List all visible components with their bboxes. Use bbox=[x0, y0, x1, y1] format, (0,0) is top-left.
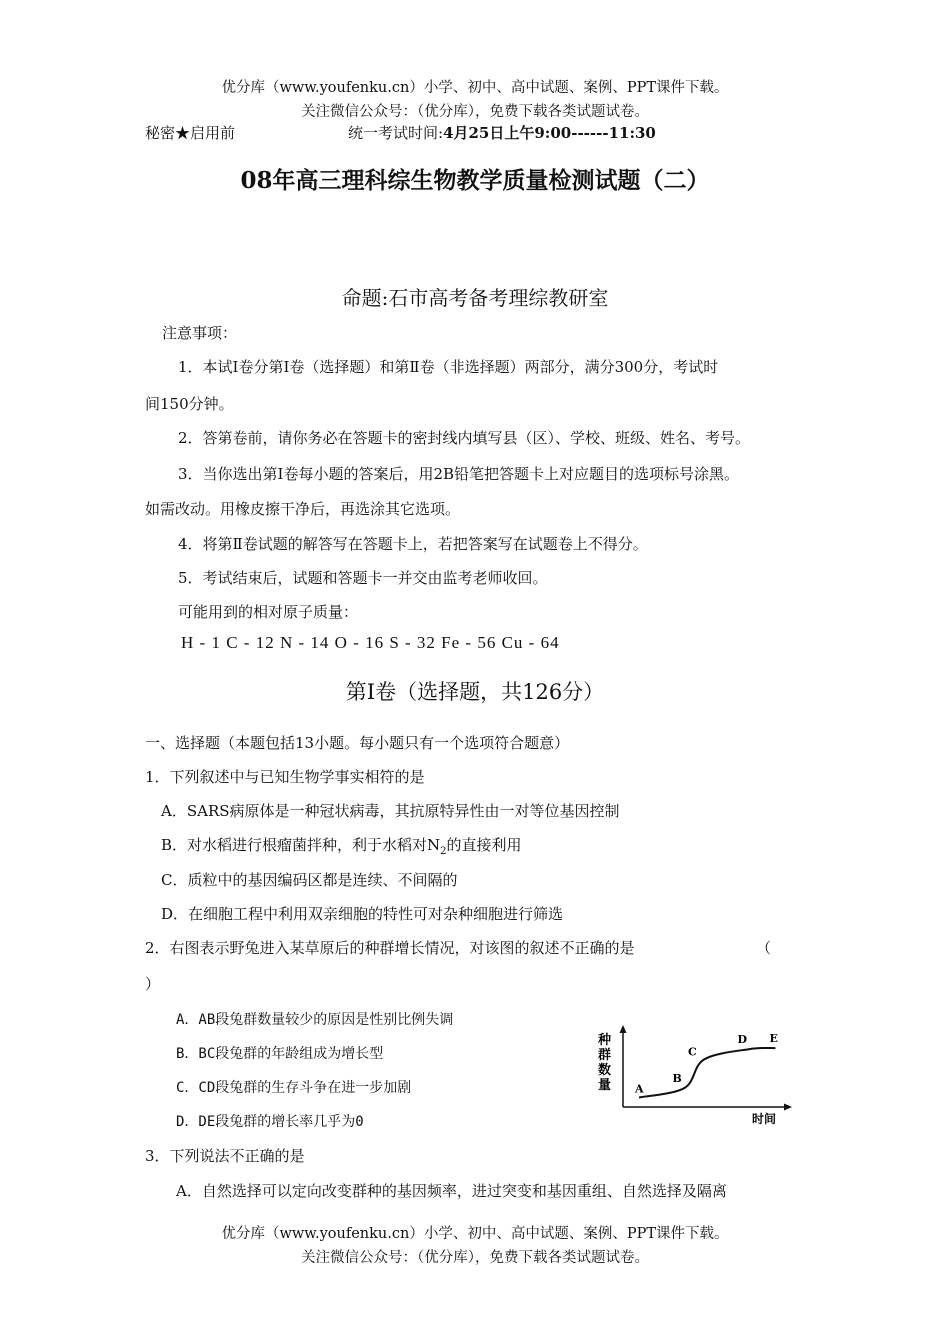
question-2-option-d: D．DE段兔群的增长率几乎为0 bbox=[176, 1114, 364, 1130]
question-2-option-a: A．AB段兔群数量较少的原因是性别比例失调 bbox=[176, 1012, 454, 1028]
chart-xlabel: 时间 bbox=[752, 1112, 777, 1126]
note-item-4: 4．将第Ⅱ卷试题的解答写在答题卡上，若把答案写在试题卷上不得分。 bbox=[178, 535, 648, 553]
secret-label: 秘密★启用前 bbox=[145, 124, 236, 142]
chart-ylabel-4: 量 bbox=[598, 1078, 612, 1093]
question-1-option-c: C．质粒中的基因编码区都是连续、不间隔的 bbox=[161, 871, 458, 889]
point-label-d: D bbox=[737, 1033, 748, 1047]
point-label-b: B bbox=[672, 1072, 682, 1085]
note-item-2: 2．答第卷前，请你务必在答题卡的密封线内填写县（区）、学校、班级、姓名、考号。 bbox=[178, 429, 751, 447]
population-curve bbox=[639, 1045, 776, 1098]
atomic-mass-formula: H - 1 C - 12 N - 14 O - 16 S - 32 Fe - 56 Cu - 64 bbox=[181, 633, 560, 652]
exam-time-label: 统一考试时间: bbox=[348, 124, 444, 142]
question-2-stem: 2．右图表示野兔进入某草原后的种群增长情况，对该图的叙述不正确的是 bbox=[145, 939, 635, 957]
question-1-option-d: D．在细胞工程中利用双亲细胞的特性可对杂种细胞进行筛选 bbox=[161, 905, 564, 923]
point-label-a: A bbox=[635, 1082, 644, 1096]
question-2-option-c: C．CD段兔群的生存斗争在进一步加剧 bbox=[176, 1080, 412, 1096]
note-item-3a: 3．当你选出第Ⅰ卷每小题的答案后，用2B铅笔把答题卡上对应题目的选项标号涂黑。 bbox=[178, 465, 740, 483]
chart-ylabel-2: 群 bbox=[598, 1048, 612, 1063]
chart-ylabel-3: 数 bbox=[598, 1063, 612, 1078]
section-1-title: 第Ⅰ卷（选择题，共126分） bbox=[345, 680, 605, 704]
answer-paren-open: （ bbox=[756, 939, 772, 957]
section-1-intro: 一、选择题（本题包括13小题。每小题只有一个选项符合题意） bbox=[145, 734, 570, 752]
question-1-option-a: A．SARS病原体是一种冠状病毒，其抗原特异性由一对等位基因控制 bbox=[161, 802, 620, 820]
chart-ylabel-1: 种 bbox=[598, 1033, 612, 1048]
atomic-mass-label: 可能用到的相对原子质量： bbox=[178, 603, 359, 621]
note-item-5: 5．考试结束后，试题和答题卡一并交由监考老师收回。 bbox=[178, 569, 548, 587]
footer-line-2: 关注微信公众号：（优分库），免费下载各类试题试卷。 bbox=[301, 1250, 649, 1266]
point-label-e: E bbox=[769, 1032, 778, 1046]
note-item-1b: 间150分钟。 bbox=[145, 395, 234, 413]
chart-y-arrow bbox=[620, 1025, 627, 1033]
note-item-1a: 1．本试Ⅰ卷分第Ⅰ卷（选择题）和第Ⅱ卷（非选择题）两部分，满分300分，考试时 bbox=[178, 358, 719, 376]
question-1-stem: 1．下列叙述中与已知生物学事实相符的是 bbox=[145, 768, 425, 786]
page-title: 08年高三理科综生物教学质量检测试题（二） bbox=[240, 167, 710, 194]
header-line-2: 关注微信公众号：（优分库），免费下载各类试题试卷。 bbox=[301, 104, 649, 120]
header-line-1: 优分库（www.youfenku.cn）小学、初中、高中试题、案例、PPT课件下载。 bbox=[221, 80, 729, 96]
footer-line-1: 优分库（www.youfenku.cn）小学、初中、高中试题、案例、PPT课件下载。 bbox=[221, 1226, 729, 1242]
author-line: 命题:石市高考备考理综教研室 bbox=[341, 286, 609, 310]
point-label-c: C bbox=[688, 1045, 697, 1059]
question-3-stem: 3．下列说法不正确的是 bbox=[145, 1147, 305, 1165]
answer-paren-close: ） bbox=[145, 975, 161, 993]
population-growth-chart bbox=[596, 1022, 796, 1127]
exam-time bbox=[348, 122, 656, 143]
question-2-option-b: B．BC段兔群的年龄组成为增长型 bbox=[176, 1046, 384, 1062]
question-1-option-b: B．对水稻进行根瘤菌拌种，利于水稻对$N_2$的直接利用 bbox=[161, 836, 522, 857]
chart-x-arrow bbox=[784, 1104, 792, 1111]
exam-time-value: 4月25日上午9:00------11:30 bbox=[443, 124, 656, 142]
note-item-3b: 如需改动。用橡皮擦干净后，再选涂其它选项。 bbox=[145, 500, 461, 518]
question-3-option-a: A．自然选择可以定向改变群种的基因频率，进过突变和基因重组、自然选择及隔离 bbox=[176, 1182, 727, 1200]
notes-heading: 注意事项： bbox=[162, 324, 238, 342]
